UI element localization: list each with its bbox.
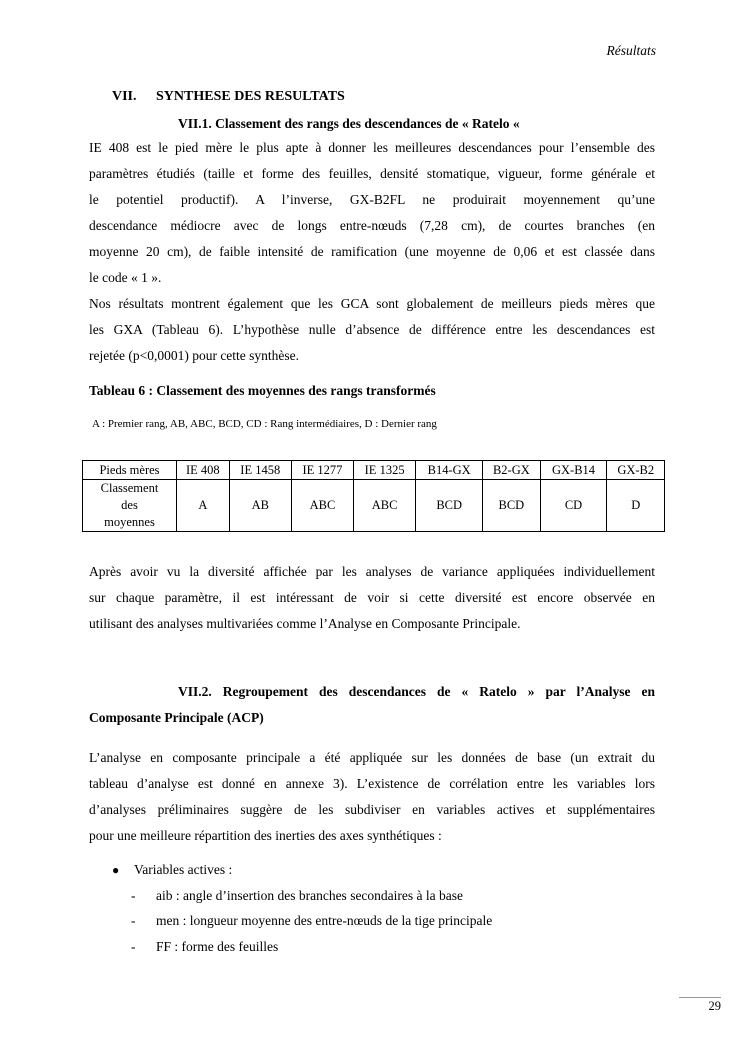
- paragraph-line: tableau d’analyse est donné en annexe 3). L’existence de corrélation entre les variables lors: [89, 776, 655, 791]
- paragraph-line: pour une meilleure répartition des inerties des axes synthétiques :: [89, 828, 442, 843]
- section-title: SYNTHESE DES RESULTATS: [156, 89, 345, 104]
- list-item-text: FF : forme des feuilles: [156, 939, 279, 954]
- bullet-text: Variables actives :: [134, 862, 233, 877]
- table-cell: BCD: [483, 480, 540, 532]
- section-heading: [112, 89, 345, 105]
- table-header-cell: B2-GX: [483, 461, 540, 480]
- paragraph-line: rejetée (p<0,0001) pour cette synthèse.: [89, 348, 300, 363]
- table-header-row: [83, 461, 665, 480]
- subsection-2-heading-continued: Composante Principale (ACP): [89, 710, 264, 725]
- table-cell: AB: [229, 480, 291, 532]
- subsection-1-heading: VII.1. Classement des rangs des descendances de « Ratelo «: [178, 116, 520, 131]
- footer-divider: [679, 997, 721, 998]
- bullet-item: [112, 862, 232, 878]
- dash-icon: -: [131, 913, 136, 928]
- table-cell: ABC: [354, 480, 416, 532]
- list-item: [131, 939, 278, 955]
- paragraph-1: [89, 135, 655, 291]
- dash-icon: -: [131, 939, 136, 954]
- table-row: [83, 480, 665, 532]
- paragraph-line: le potentiel productif). A l’inverse, GX-B2FL ne produirait moyennement qu’une: [89, 192, 655, 207]
- list-item: [131, 913, 492, 929]
- row-label-line: moyennes: [104, 515, 155, 529]
- table-cell: D: [607, 480, 665, 532]
- table-row-label: [83, 480, 177, 532]
- paragraph-line: Après avoir vu la diversité affichée par les analyses de variance appliquées individuellement: [89, 564, 655, 579]
- running-header: Résultats: [606, 43, 656, 58]
- list-item: [131, 888, 463, 904]
- paragraph-line: Nos résultats montrent également que les GCA sont globalement de meilleurs pieds mères que: [89, 296, 655, 311]
- table-header-cell: B14-GX: [416, 461, 483, 480]
- paragraph-line: d’analyses préliminaires suggère de les subdiviser en variables actives et supplémentaires: [89, 802, 655, 817]
- paragraph-line: L’analyse en composante principale a été appliquée sur les données de base (un extrait du: [89, 750, 655, 765]
- table-header-cell: Pieds mères: [83, 461, 177, 480]
- row-label-line: des: [121, 498, 138, 512]
- paragraph-line: descendance médiocre avec de longs entre-nœuds (7,28 cm), de courtes branches (en: [89, 218, 655, 233]
- paragraph-line: utilisant des analyses multivariées comme l’Analyse en Composante Principale.: [89, 616, 521, 631]
- row-label-line: Classement: [100, 481, 159, 495]
- paragraph-line: moyenne 20 cm), de faible intensité de ramification (une moyenne de 0,06 et est classée dans: [89, 244, 655, 259]
- paragraph-2: [89, 291, 655, 369]
- paragraph-4: [89, 745, 655, 849]
- subsection-2-heading: VII.2. Regroupement des descendances de « Ratelo » par l’Analyse en: [178, 684, 655, 699]
- ranking-table: [82, 460, 665, 532]
- table-header-cell: IE 1277: [291, 461, 353, 480]
- table-header-cell: IE 1325: [354, 461, 416, 480]
- table-header-cell: IE 1458: [229, 461, 291, 480]
- paragraph-line: sur chaque paramètre, il est intéressant de voir si cette diversité est encore observée en: [89, 590, 655, 605]
- table-cell: CD: [540, 480, 607, 532]
- table-header-cell: GX-B2: [607, 461, 665, 480]
- list-item-text: aib : angle d’insertion des branches secondaires à la base: [156, 888, 464, 903]
- dash-icon: -: [131, 888, 136, 903]
- list-item-text: men : longueur moyenne des entre-nœuds de la tige principale: [156, 913, 493, 928]
- page-number: 29: [708, 999, 721, 1013]
- table-header-cell: GX-B14: [540, 461, 607, 480]
- paragraph-line: le code « 1 ».: [89, 270, 162, 285]
- table-cell: A: [177, 480, 230, 532]
- paragraph-line: les GXA (Tableau 6). L’hypothèse nulle d’absence de différence entre les descendances est: [89, 322, 655, 337]
- paragraph-line: paramètres étudiés (taille et forme des feuilles, densité stomatique, vigueur, forme générale et: [89, 166, 655, 181]
- table-legend: A : Premier rang, AB, ABC, BCD, CD : Rang intermédiaires, D : Dernier rang: [92, 418, 437, 430]
- paragraph-3: [89, 559, 655, 637]
- table-caption: Tableau 6 : Classement des moyennes des rangs transformés: [89, 383, 436, 398]
- paragraph-line: IE 408 est le pied mère le plus apte à donner les meilleures descendances pour l’ensemble des: [89, 140, 655, 155]
- table-cell: BCD: [416, 480, 483, 532]
- table-cell: ABC: [291, 480, 353, 532]
- bullet-icon: ●: [112, 863, 120, 877]
- table-header-cell: IE 408: [177, 461, 230, 480]
- section-number: VII.: [112, 89, 137, 104]
